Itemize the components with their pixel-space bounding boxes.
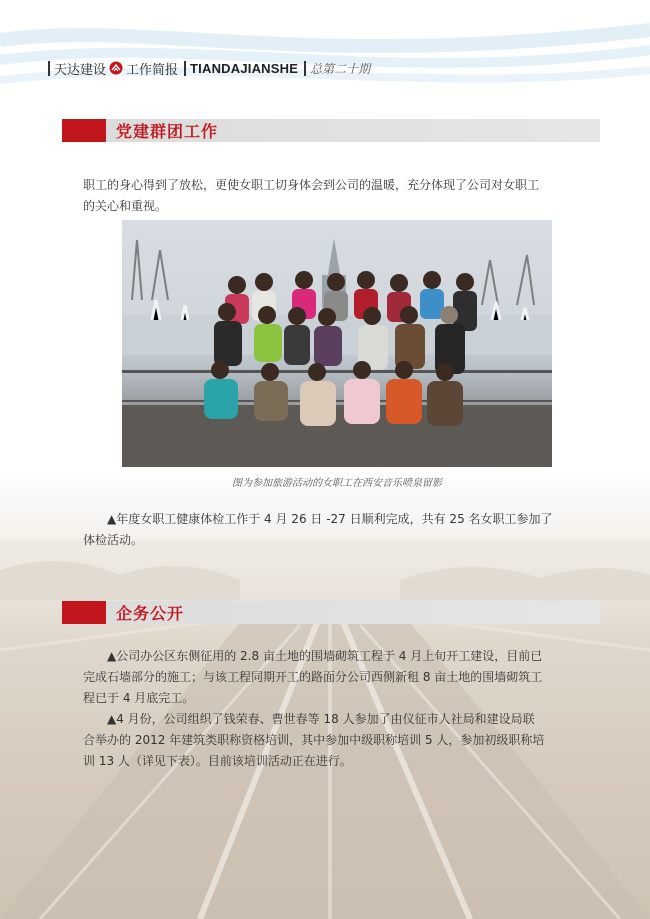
section-heading-party [62, 119, 600, 142]
group-photo-illustration [122, 220, 552, 467]
header-divider [48, 61, 50, 76]
heading-band [106, 601, 600, 624]
text-line: 合举办的 2012 年建筑类职称资格培训，其中参加中级职称培训 5 人，参加初级职称培 [83, 733, 545, 747]
heading-accent-block [62, 601, 106, 624]
header-bar [48, 58, 370, 78]
header-wave-decoration [0, 0, 650, 95]
header-divider [184, 61, 186, 76]
section-title: 企务公开 [116, 604, 185, 623]
photo-caption: 图为参加旅游活动的女职工在西安音乐喷泉留影 [232, 478, 442, 489]
heading-accent-block [62, 119, 106, 142]
latin-company-name: TIANDAJIANSHE [190, 60, 299, 76]
text-line: 的关心和重视。 [83, 199, 168, 213]
section-heading-affairs [62, 601, 600, 624]
health-check-paragraph [83, 509, 583, 551]
text-line: ▲年度女职工健康体检工作于 4 月 26 日 -27 日顺利完成，共有 25 名女职工参加了 [107, 512, 553, 526]
section-title: 党建群团工作 [116, 122, 219, 141]
text-line: 职工的身心得到了放松，更使女职工切身体会到公司的温暖，充分体现了公司对女职工 [83, 178, 540, 192]
heading-band [106, 119, 600, 142]
text-line: ▲4 月份，公司组织了钱荣春、曹世春等 18 人参加了由仪征市人社局和建设局联 [107, 712, 535, 726]
issue-number: 总第二十期 [310, 61, 371, 76]
wall-project-paragraph [83, 646, 583, 709]
training-paragraph [83, 709, 583, 772]
group-photo [122, 220, 552, 467]
text-line: ▲公司办公区东侧征用的 2.8 亩土地的围墙砌筑工程于 4 月上旬开工建设，目前已 [107, 649, 543, 663]
text-line: 训 13 人（详见下表）。目前该培训活动正在进行。 [83, 754, 352, 768]
intro-paragraph [83, 175, 583, 217]
brand-name: 天达建设 [54, 62, 107, 78]
header-divider [304, 61, 306, 76]
text-line: 程已于 4 月底完工。 [83, 691, 195, 705]
text-line: 完成石墙部分的施工；与该工程同期开工的路面分公司西侧新租 8 亩土地的围墙砌筑工 [83, 670, 543, 684]
company-logo-icon [109, 61, 123, 75]
newsletter-title: 工作简报 [126, 62, 179, 78]
text-line: 体检活动。 [83, 533, 144, 547]
